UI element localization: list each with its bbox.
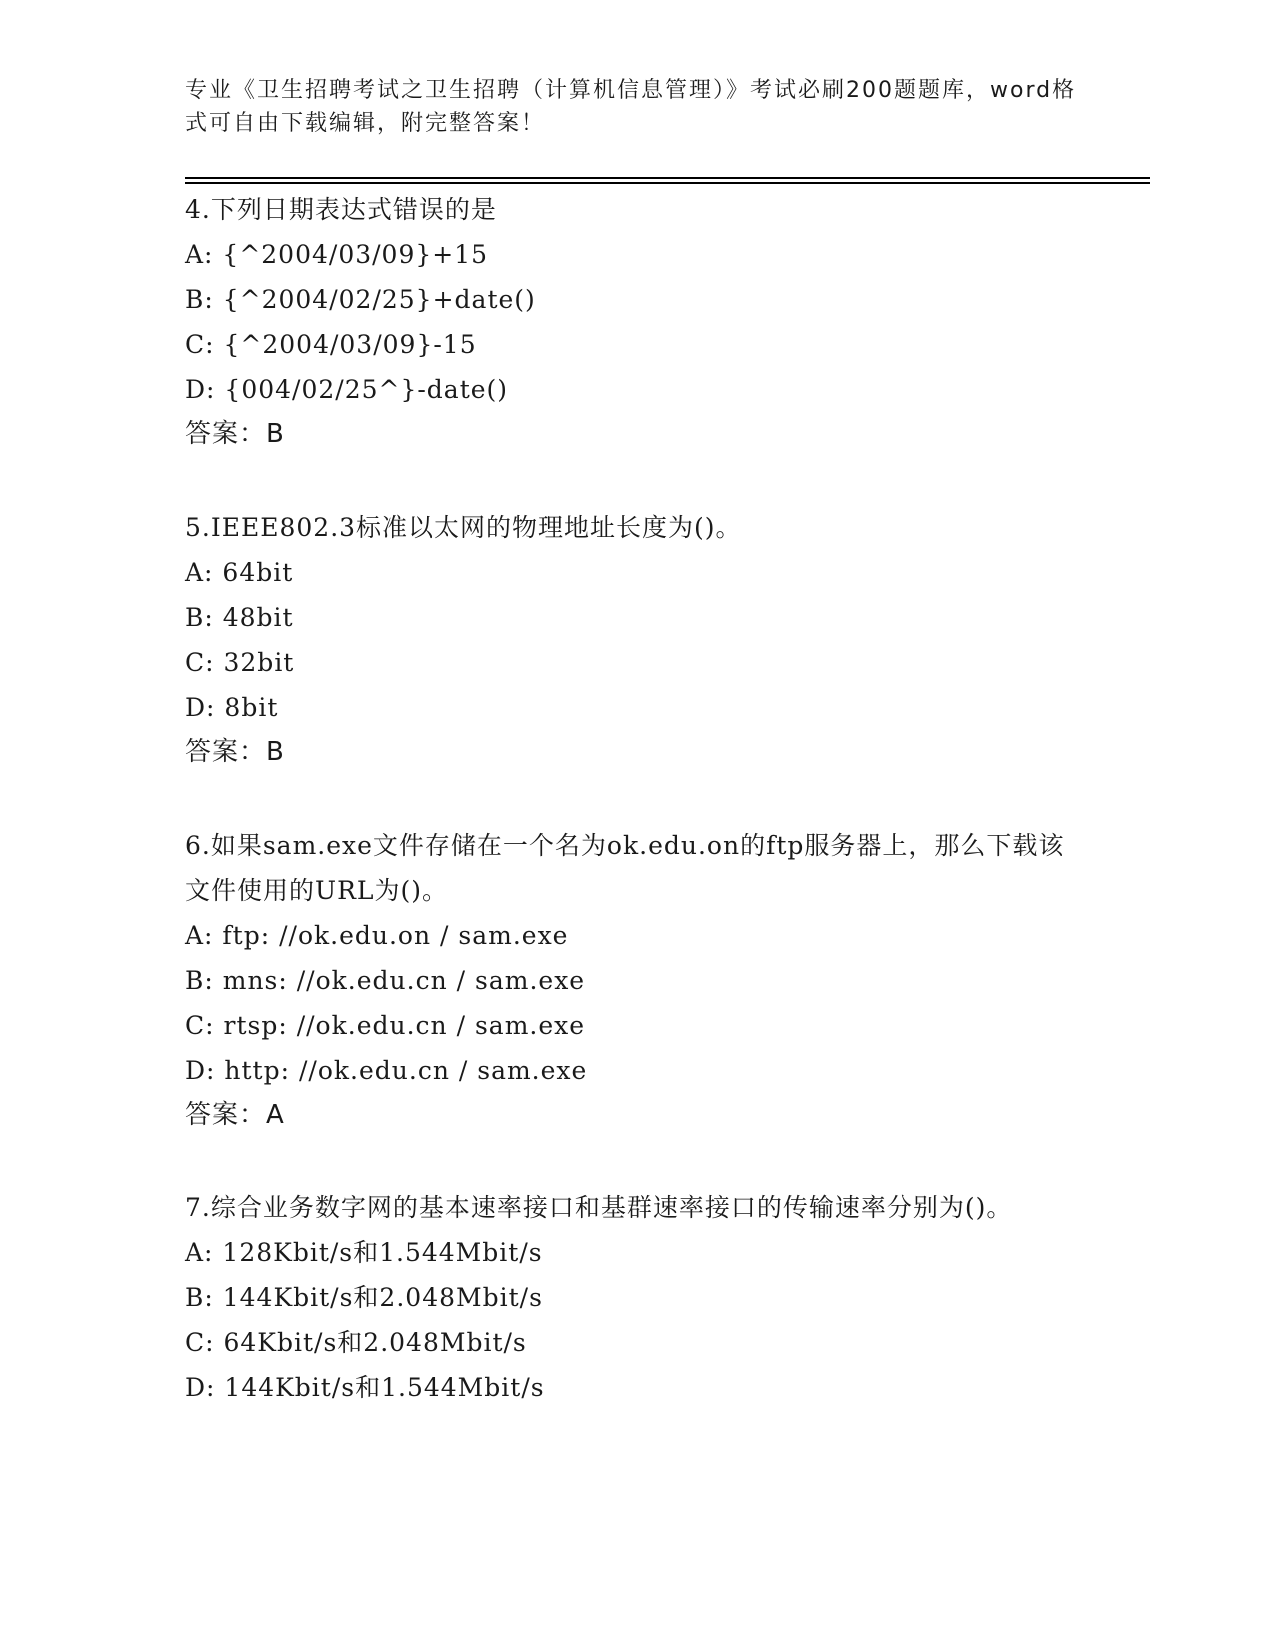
option-d: D: http: //ok.edu.cn / sam.exe xyxy=(185,1056,588,1085)
header-divider-bottom xyxy=(185,182,1150,184)
question-5 xyxy=(185,505,1065,775)
option-c: C: 64Kbit/s和2.048Mbit/s xyxy=(185,1328,527,1357)
question-stem: 6.如果sam.exe文件存储在一个名为ok.edu.on的ftp服务器上，那么下载该文件使用的URL为()。 xyxy=(185,831,1065,905)
question-stem: 7.综合业务数字网的基本速率接口和基群速率接口的传输速率分别为()。 xyxy=(185,1193,1013,1222)
option-a: A: {^2004/03/09}+15 xyxy=(185,240,489,269)
option-d: D: 144Kbit/s和1.544Mbit/s xyxy=(185,1373,545,1402)
question-stem: 5.IEEE802.3标准以太网的物理地址长度为()。 xyxy=(185,513,742,542)
question-4 xyxy=(185,187,1065,457)
option-b: B: mns: //ok.edu.cn / sam.exe xyxy=(185,966,586,995)
question-6 xyxy=(185,823,1065,1138)
answer-line: 答案：B xyxy=(185,737,285,767)
option-c: C: rtsp: //ok.edu.cn / sam.exe xyxy=(185,1011,586,1040)
option-d: D: {004/02/25^}-date() xyxy=(185,375,509,404)
option-c: C: 32bit xyxy=(185,648,295,677)
question-stem: 4.下列日期表达式错误的是 xyxy=(185,195,497,224)
option-a: A: 128Kbit/s和1.544Mbit/s xyxy=(185,1238,543,1267)
option-a: A: ftp: //ok.edu.on / sam.exe xyxy=(185,921,569,950)
option-c: C: {^2004/03/09}-15 xyxy=(185,330,477,359)
option-b: B: 48bit xyxy=(185,603,294,632)
question-7 xyxy=(185,1185,1065,1410)
header-divider-top xyxy=(185,177,1150,179)
option-d: D: 8bit xyxy=(185,693,279,722)
answer-line: 答案：B xyxy=(185,419,285,449)
answer-line: 答案：A xyxy=(185,1100,285,1130)
option-b: B: 144Kbit/s和2.048Mbit/s xyxy=(185,1283,543,1312)
option-a: A: 64bit xyxy=(185,558,294,587)
option-b: B: {^2004/02/25}+date() xyxy=(185,285,536,314)
document-header-intro: 专业《卫生招聘考试之卫生招聘（计算机信息管理）》考试必刷200题题库，word格式可自由下载编辑，附完整答案！ xyxy=(185,78,1077,136)
